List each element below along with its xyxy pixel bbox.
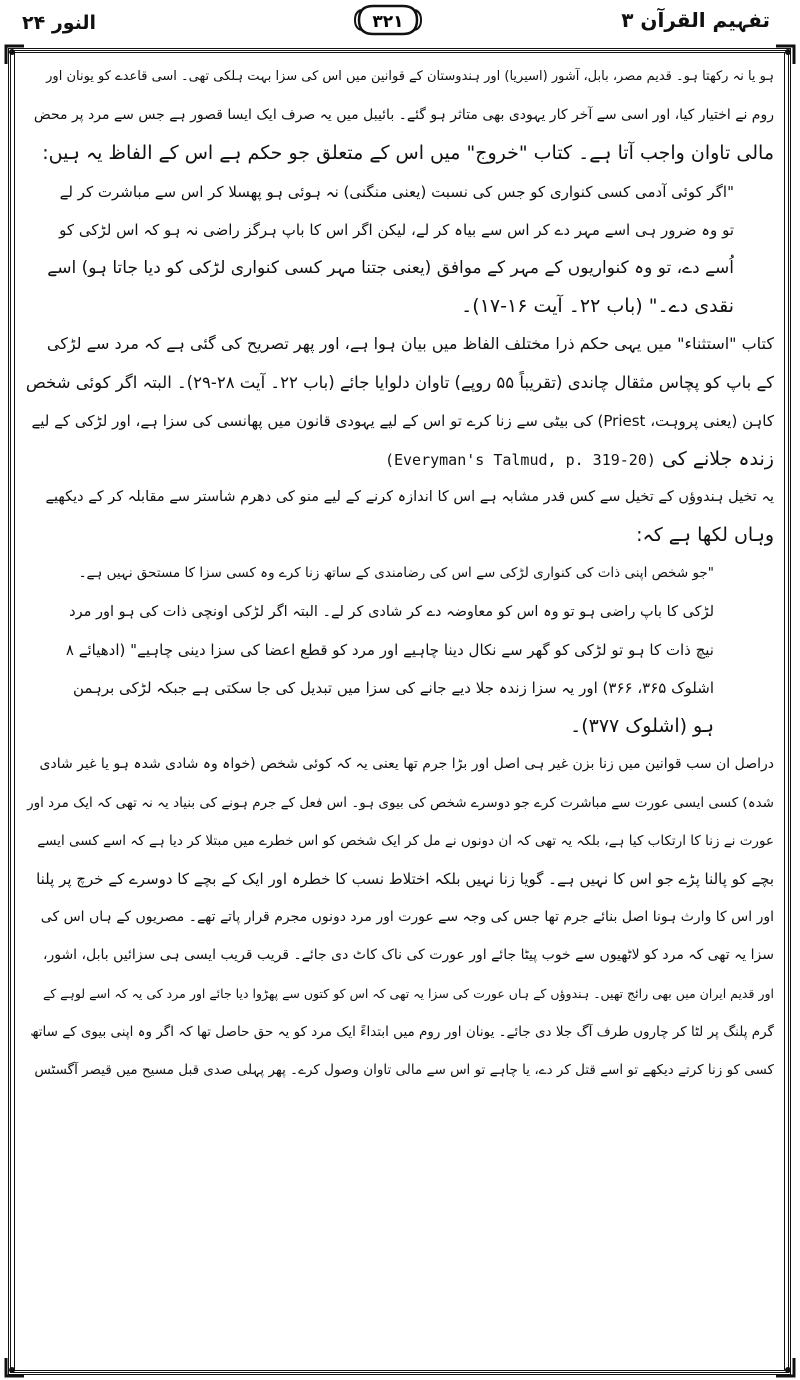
text-line: روم نے اختیار کیا، اور اسی سے آخر کار یہودی بھی متاثر ہو گئے۔ بائیبل میں یہ صرف ایک ایسا قصور ہے جس سے مرد پر محض: [33, 107, 774, 124]
page-number: ۳۲۱: [372, 12, 404, 32]
text-line: ہو یا نہ رکھتا ہو۔ قدیم مصر، بابل، آشور (اسیریا) اور ہندوستان کے قوانین میں اس کی سزا بہت ہلکی تھی۔ اسی قاعدے کو یونان اور: [46, 69, 774, 84]
text-fragment: زندہ جلانے کی: [661, 447, 774, 470]
ornament-icon: [353, 2, 423, 38]
text-line: کسی کو زنا کرتے دیکھے تو اسے قتل کر دے، یا چاہے تو اس سے مالی تاوان وصول کرے۔ پھر پہلی صدی قبل مسیح میں قیصر آگسٹس: [34, 1061, 774, 1078]
text-line: کے باپ کو پچاس مثقال چاندی (تقریباً ۵۵ روپے) تاوان دلوایا جائے (باب ۲۲۔ آیت ۲۸-۲۹)۔ البتہ اگر کوئی شخص: [26, 372, 774, 392]
corner-ornament-icon: [774, 1356, 796, 1378]
quote-manu: [26, 554, 774, 745]
text-line: اور قدیم ایران میں بھی رائج تھیں۔ ہندوؤں کے ہاں عورت کی سزا یہ تھی کہ اس کو کتوں سے پھڑوا دیا جائے اور مرد کی یہ کہ اسے لوہے کے: [42, 985, 774, 1001]
corner-ornament-icon: [4, 1356, 26, 1378]
text-line: دراصل ان سب قوانین میں زنا بزن غیر ہی اصل اور بڑا جرم تھا یعنی یہ کہ کوئی شخص (خواہ وہ شادی شدہ ہو یا غیر شادی: [39, 756, 774, 773]
text-line: نیچ ذات کا ہو تو لڑکی کو گھر سے نکال دینا چاہیے اور مرد کو قطع اعضا کی سزا دینی چاہیے" (ادھیائے ۸: [65, 640, 714, 659]
text-line: اشلوک ۳۶۵، ۳۶۶) اور یہ سزا زندہ جلا دیے جانے کی سزا میں تبدیل کی جا سکتی ہے جبکہ لڑکی برہمن: [72, 679, 714, 697]
text-line: کتاب "استثناء" میں یہی حکم ذرا مختلف الفاظ میں بیان ہوا ہے، اور پھر تصریح کی گئی ہے کہ مرد سے لڑکی: [46, 334, 774, 354]
text-line: [26, 440, 774, 478]
paragraph-4: [26, 745, 774, 1089]
text-line: "جو شخص اپنی ذات کی کنواری لڑکی سے اس کی رضامندی کے ساتھ زنا کرے وہ کسی سزا کا مستحق نہیں ہے۔: [78, 565, 714, 582]
text-line: بچے کو پالنا پڑے جو اس کا نہیں ہے۔ گویا زنا نہیں بلکہ اختلاط نسب کا خطرہ اور ایک کے بچے کا دوسرے کے خرچ پر پلنا: [36, 869, 774, 888]
page-header: [0, 0, 800, 44]
corner-ornament-icon: [4, 44, 26, 66]
page-number-ornament: [353, 2, 423, 38]
citation: (Everyman's Talmud, p. 319-20): [384, 450, 656, 469]
text-line: نقدی دے۔" (باب ۲۲۔ آیت ۱۶-۱۷)۔: [461, 295, 734, 318]
quote-exodus: [26, 173, 774, 326]
text-line: اُسے دے، تو وہ کنواریوں کے مہر کے موافق (یعنی جتنا مہر کسی کنواری لڑکی کو دیا جاتا ہو) اسے: [47, 257, 734, 278]
text-line: گرم پلنگ پر لٹا کر چاروں طرف آگ جلا دی جائے۔ یونان اور روم میں ابتداءً ایک مرد کو یہ حق حاصل تھا کہ اگر وہ اپنی بیوی کے ساتھ: [30, 1023, 774, 1040]
text-line: شدہ) کسی ایسی عورت سے مباشرت کرے جو دوسرے شخص کی بیوی ہو۔ اس فعل کے جرم ہونے کی بنیاد یہ نہ تھی کہ ایک مرد اور: [27, 794, 774, 811]
paragraph-1: [26, 58, 774, 173]
surah-label: النور ۲۴: [22, 12, 97, 34]
corner-ornament-icon: [774, 44, 796, 66]
text-line: کاہن (یعنی پروہت، Priest) کی بیٹی سے زنا کرے تو اس کے لیے یہودی قانون میں پھانسی کی سزا ہے، اور لڑکی کے لیے: [31, 411, 774, 430]
text-line: لڑکی کا باپ راضی ہو تو وہ اس کو معاوضہ دے کر شادی کر لے۔ البتہ اگر لڑکی اونچی ذات کی ہو اور مرد: [69, 603, 714, 620]
text-line: وہاں لکھا ہے کہ:: [636, 524, 774, 547]
text-line: تو وہ ضرور ہی اسے مہر دے کر اس سے بیاہ کر لے، لیکن اگر اس کا باپ ہرگز راضی نہ ہو کہ اس لڑکی کو: [59, 220, 734, 239]
text-line: ہو (اشلوک ۳۷۷)۔: [570, 715, 714, 738]
page-body: [26, 58, 774, 1089]
book-title: تفہیم القرآن ۳: [621, 8, 770, 32]
text-line: عورت نے زنا کا ارتکاب کیا ہے، بلکہ یہ تھی کہ ان دونوں نے مل کر ایک شخص کو اس خطرے میں مبتلا کر دیا ہے کہ اسے کسی ایسے: [37, 832, 774, 849]
text-line: "اگر کوئی آدمی کسی کنواری کو جس کی نسبت (یعنی منگنی) نہ ہوئی ہو پھسلا کر اس سے مباشرت کر لے: [59, 182, 734, 201]
paragraph-2: [26, 325, 774, 478]
text-line: یہ تخیل ہندوؤں کے تخیل سے کس قدر مشابہ ہے اس کا اندازہ کرنے کے لیے منو کی دھرم شاستر سے مقابلہ کر کے دیکھیے: [45, 489, 774, 506]
text-line: مالی تاوان واجب آتا ہے۔ کتاب "خروج" میں اس کے متعلق جو حکم ہے اس کے الفاظ یہ ہیں:: [42, 142, 774, 165]
text-line: سزا یہ تھی کہ مرد کو لاٹھیوں سے خوب پیٹا جائے اور عورت کی ناک کاٹ دی جائے۔ قریب قریب ایسی ہی سزائیں بابل، اشور،: [42, 947, 774, 964]
paragraph-3: [26, 478, 774, 554]
text-line: اور اس کا وارث ہونا اصل بنائے جرم تھا جس کی وجہ سے عورت اور مرد دونوں مجرم قرار پاتے تھے۔ مصریوں کے ہاں اس کی: [40, 909, 774, 926]
